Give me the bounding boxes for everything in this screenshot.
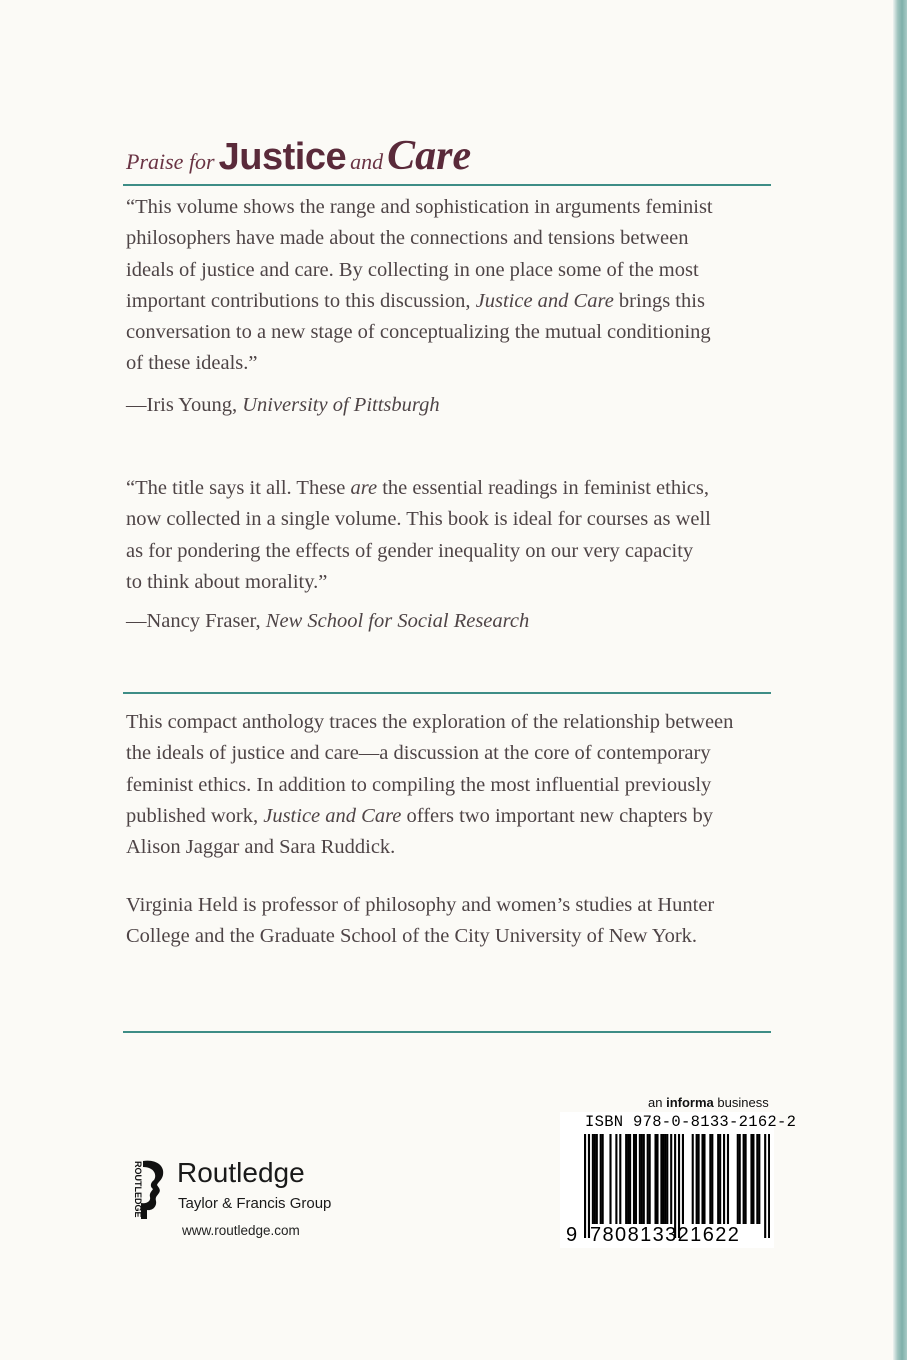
quote2-line-4: to think about morality.” [126, 570, 328, 593]
publisher-group: Taylor & Francis Group [178, 1195, 332, 1212]
barcode-bar [698, 1134, 700, 1224]
isbn-label: ISBN 978-0-8133-2162-2 [585, 1113, 797, 1131]
barcode-bar [666, 1134, 668, 1224]
quote-nancy-fraser [126, 473, 766, 598]
quote2-line-1: “The title says it all. These are the essential readings in feminist ethics, [126, 477, 709, 499]
desc-line-4: published work, Justice and Care offers two important new chapters by [126, 804, 713, 827]
barcode-bar [664, 1134, 666, 1224]
barcode-bar [717, 1134, 719, 1224]
barcode-bar [692, 1134, 694, 1224]
barcode-bar [594, 1134, 596, 1224]
barcode-bar [743, 1134, 745, 1224]
title-care: Care [387, 133, 472, 179]
desc-line-5: Alison Jaggar and Sara Ruddick. [126, 836, 396, 859]
barcode-bar [662, 1134, 664, 1224]
barcode-bar [764, 1134, 766, 1238]
ean-digits: 780813321622 [590, 1224, 741, 1246]
barcode-bar [656, 1134, 658, 1224]
barcode-bar [723, 1134, 725, 1224]
barcode-bar [719, 1134, 721, 1224]
barcode-bar [615, 1134, 617, 1224]
barcode-bar [629, 1134, 631, 1224]
barcode-bar [682, 1134, 684, 1224]
bio-line-2: College and the Graduate School of the City University of New York. [126, 925, 698, 948]
barcode-bar [633, 1134, 635, 1224]
barcode-bar [643, 1134, 645, 1224]
routledge-vertical-wordmark: ROUTLEDGE [133, 1161, 143, 1218]
divider-middle [123, 692, 771, 694]
barcode-bar [737, 1134, 739, 1224]
barcode-bar [596, 1134, 598, 1224]
barcode-bar [647, 1134, 649, 1224]
routledge-head-icon [125, 1159, 171, 1221]
barcode-bar [660, 1134, 662, 1224]
quote1-line-3: ideals of justice and care. By collecting in one place some of the most [126, 258, 699, 281]
quote2-line-2: now collected in a single volume. This book is ideal for courses as well [126, 508, 711, 531]
publisher-name: Routledge [177, 1157, 305, 1188]
attribution-nancy-fraser: —Nancy Fraser, New School for Social Research [126, 610, 530, 632]
barcode-bar [635, 1134, 637, 1224]
barcode-bar [739, 1134, 741, 1224]
praise-for-label: Praise for [126, 149, 215, 174]
quote1-line-1: “This volume shows the range and sophistication in arguments feminist [126, 196, 713, 218]
barcode-bar [758, 1134, 760, 1224]
barcode-bar [752, 1134, 754, 1224]
barcode-bar [727, 1134, 729, 1224]
quote2-line-3: as for pondering the effects of gender inequality on our very capacity [126, 539, 694, 562]
barcode-bar [619, 1134, 621, 1224]
barcode-bar [768, 1134, 770, 1238]
barcode-bar [600, 1134, 602, 1224]
barcode-bar [709, 1134, 711, 1224]
barcode-bar [609, 1134, 611, 1224]
divider-top [123, 184, 771, 186]
barcode-bar [701, 1134, 703, 1224]
quote1-line-2: philosophers have made about the connections and tensions between [126, 227, 689, 250]
barcode-bar [639, 1134, 641, 1224]
barcode-bar [703, 1134, 705, 1224]
barcode-bar [654, 1134, 656, 1224]
quote1-line-6: of these ideals.” [126, 352, 258, 375]
desc-line-2: the ideals of justice and care—a discussion at the core of contemporary [126, 742, 711, 765]
publisher-logo [125, 1155, 365, 1255]
book-title-inline: Justice and Care [475, 289, 614, 312]
desc-line-1: This compact anthology traces the exploration of the relationship between [126, 711, 734, 733]
quote-iris-young [126, 192, 766, 380]
barcode-bar [584, 1134, 586, 1238]
bio-line-1: Virginia Held is professor of philosophy and women’s studies at Hunter [126, 894, 715, 916]
barcode-bar [627, 1134, 629, 1224]
barcode-bar [696, 1134, 698, 1224]
barcode-bar [750, 1134, 752, 1224]
informa-business-label: an informa business [648, 1095, 769, 1110]
title-justice: Justice [218, 136, 347, 178]
barcode-bar [674, 1134, 676, 1238]
quote1-line-4: important contributions to this discussion, Justice and Care brings this [126, 289, 705, 312]
barcode-bar [588, 1134, 590, 1238]
ean-first-digit: 9 [566, 1224, 578, 1246]
attribution-iris-young: —Iris Young, University of Pittsburgh [126, 394, 440, 416]
divider-bottom [123, 1031, 771, 1033]
barcode-bar [641, 1134, 643, 1224]
barcode-bar [678, 1134, 680, 1238]
barcode-bar [711, 1134, 713, 1224]
book-description [126, 707, 766, 863]
desc-line-3: feminist ethics. In addition to compiling the most influential previously [126, 773, 712, 796]
barcode-bar [670, 1134, 672, 1224]
barcode-bar [745, 1134, 747, 1224]
cover-edge-strip [893, 0, 907, 1360]
author-bio [126, 890, 766, 953]
barcode-bar [625, 1134, 627, 1224]
barcode-bar [602, 1134, 604, 1224]
praise-heading [126, 132, 471, 180]
barcode-bar [592, 1134, 594, 1224]
quote1-line-5: conversation to a new stage of conceptualizing the mutual conditioning [126, 321, 711, 344]
barcode-bar [649, 1134, 651, 1224]
barcode-bar [756, 1134, 758, 1224]
publisher-url: www.routledge.com [182, 1223, 300, 1238]
title-and: and [350, 149, 384, 174]
